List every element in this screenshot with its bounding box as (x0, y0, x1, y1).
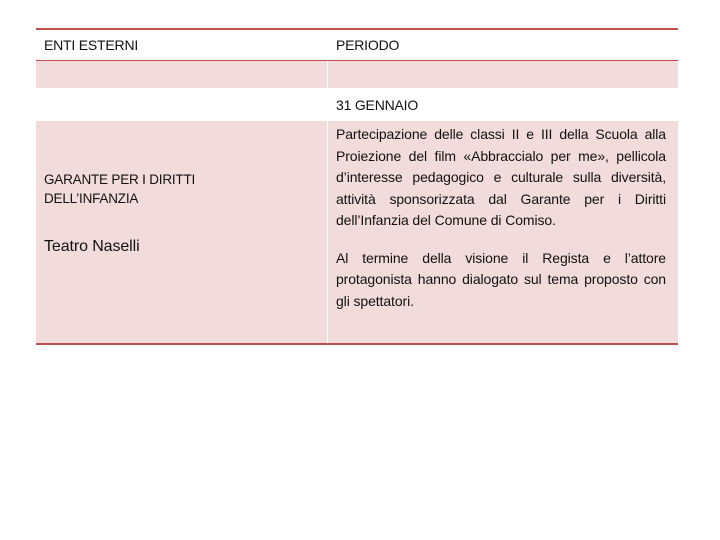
activities-table (36, 28, 678, 345)
description-cell (328, 121, 678, 343)
table-activity-row (36, 121, 678, 343)
header-enti-esterni: ENTI ESTERNI (36, 37, 328, 53)
table-empty-row (36, 61, 678, 88)
table-bottom-rule (36, 343, 678, 345)
table-header-row (36, 30, 678, 60)
description-paragraph-1: Partecipazione delle classi II e III della Scuola alla Proiezione del film «Abbraccialo per me», pellicola d’interesse pedagogico e culturale sulla diversità, attività sponsorizzata dal Garante per i Diritti dell’Infanzia del Comune di Comiso. (336, 126, 666, 228)
entity-name-line1: GARANTE PER I DIRITTI (44, 172, 196, 187)
entity-cell (36, 121, 328, 343)
empty-cell-left (36, 61, 328, 88)
date-cell: 31 GENNAIO (336, 96, 419, 113)
entity-name (44, 170, 195, 208)
description-paragraph-2: Al termine della visione il Regista e l’attore protagonista hanno dialogato sul tema proposto con gli spettatori. (336, 249, 666, 309)
entity-name-line2: DELL’INFANZIA (44, 191, 139, 206)
empty-cell-right (328, 61, 678, 88)
venue-name: Teatro Naselli (44, 238, 140, 255)
table-date-row (36, 88, 678, 121)
header-periodo: PERIODO (336, 37, 400, 53)
